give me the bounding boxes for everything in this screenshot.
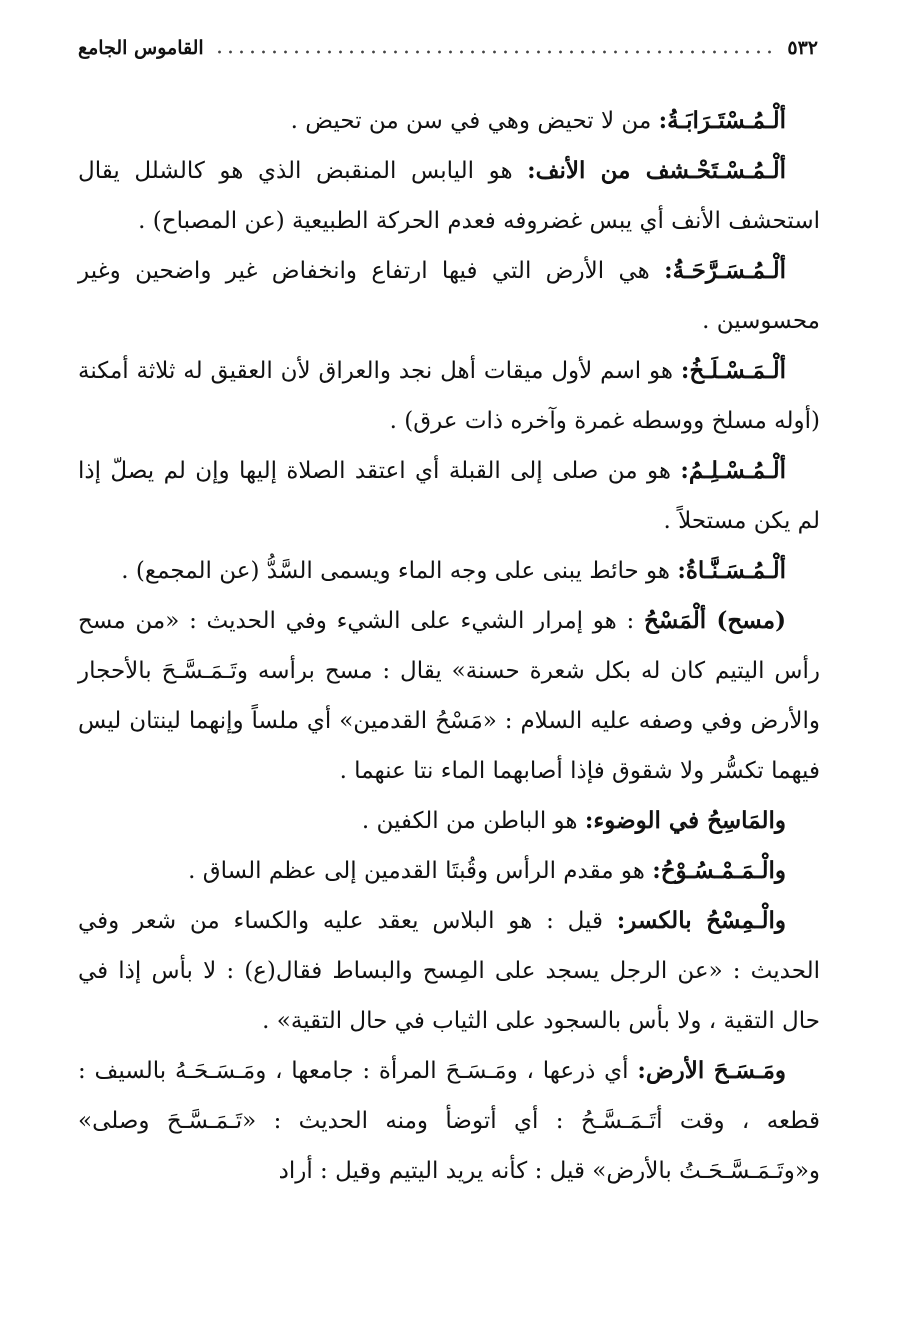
entry-headword: ألْـمُـسْتَـرَابَـةُ: xyxy=(658,107,786,134)
entry-headword: ومَـسَـحَ الأرض: xyxy=(637,1057,786,1084)
entry-text: هو اليابس المنقبض الذي هو كالشلل يقال استحشف الأنف أي يبس غضروفه فعدم الحركة الطبيعية (عن المصباح) . xyxy=(78,158,820,234)
entry-text: هو اسم لأول ميقات أهل نجد والعراق لأن العقيق له ثلاثة أمكنة (أوله مسلخ ووسطه غمرة وآخره ذات عرق) . xyxy=(78,358,820,434)
entry-headword: ألْـمُـسْـلِـمُ: xyxy=(680,457,786,484)
entry-text: هو الباطن من الكفين . xyxy=(361,808,585,834)
page-body xyxy=(78,96,820,1196)
entry-headword: والْـمَـمْـسُـوْحُ: xyxy=(652,857,786,884)
entry-text: : هو إمرار الشيء على الشيء وفي الحديث : «من مسح رأس اليتيم كان له بكل شعرة حسنة» يقال : مسح برأسه وتَـمَـسَّـحَ بالأحجار والأرض وفي وصفه عليه السلام : «مَسْحُ القدمين» أي ملساً وإنهما لينتان ليس فيهما تكسُّر ولا شقوق فإذا أصابهما الماء نتا عنهما . xyxy=(78,608,820,784)
entry-mish xyxy=(78,896,820,1046)
entry-muslim xyxy=(78,446,820,546)
entry-mamsuh xyxy=(78,846,820,896)
entry-text: هو حائط يبنى على وجه الماء ويسمى السَّدُّ (عن المجمع) . xyxy=(121,558,678,584)
header-dotted-leader xyxy=(214,50,778,54)
entry-headword: ألْـمُـسَـرَّحَـةُ: xyxy=(664,257,786,284)
entry-mustaraba xyxy=(78,96,820,146)
entry-masaha-alard xyxy=(78,1046,820,1196)
entry-masih xyxy=(78,796,820,846)
entry-headword: ألْـمُـسَـنَّـاةُ: xyxy=(677,557,786,584)
entry-text: هي الأرض التي فيها ارتفاع وانخفاض غير واضحين وغير محسوسين . xyxy=(78,258,820,334)
entry-text: هو من صلى إلى القبلة أي اعتقد الصلاة إليها وإن لم يصلّ إذا لم يكن مستحلاً . xyxy=(78,458,820,534)
page-number: ٥٣٢ xyxy=(787,37,818,59)
page-header xyxy=(78,28,818,68)
entry-musarraha xyxy=(78,246,820,346)
book-title: القاموس الجامع xyxy=(78,37,204,59)
entry-text: هو مقدم الرأس وقُبتَا القدمين إلى عظم الساق . xyxy=(188,858,653,884)
entry-musannat xyxy=(78,546,820,596)
entry-headword: ألْـمَـسْـلَـخُ: xyxy=(680,357,786,384)
entry-headword: (مسح) ألْمَسْحُ xyxy=(644,607,786,634)
entry-mustahshaf xyxy=(78,146,820,246)
entry-text: قيل : هو البلاس يعقد عليه والكساء من شعر وفي الحديث : «عن الرجل يسجد على المِسح والبساط فقال(ع) : لا بأس إذا في حال التقية ، ولا بأس بالسجود على الثياب في حال التقية» . xyxy=(78,908,820,1034)
entry-text: أي ذرعها ، ومَـسَـحَ المرأة : جامعها ، ومَـسَـحَـهُ بالسيف : قطعه ، وقت أتَـمَـسَّـحُ : أي أتوضأ ومنه الحديث : «تَـمَـسَّـحَ وصلى» و«وتَـمَـسَّـحَـتُ بالأرض» قيل : كأنه يريد اليتيم وقيل : أراد xyxy=(78,1058,820,1184)
entry-text: من لا تحيض وهي في سن من تحيض . xyxy=(290,108,659,134)
entry-headword: والْـمِسْحُ بالكسر: xyxy=(616,907,786,934)
entry-headword: ألْـمُـسْـتَحْـشف من الأنف: xyxy=(527,157,786,184)
entry-maslakh xyxy=(78,346,820,446)
entry-mash xyxy=(78,596,820,796)
entry-headword: والمَاسِحُ في الوضوء: xyxy=(584,807,786,834)
